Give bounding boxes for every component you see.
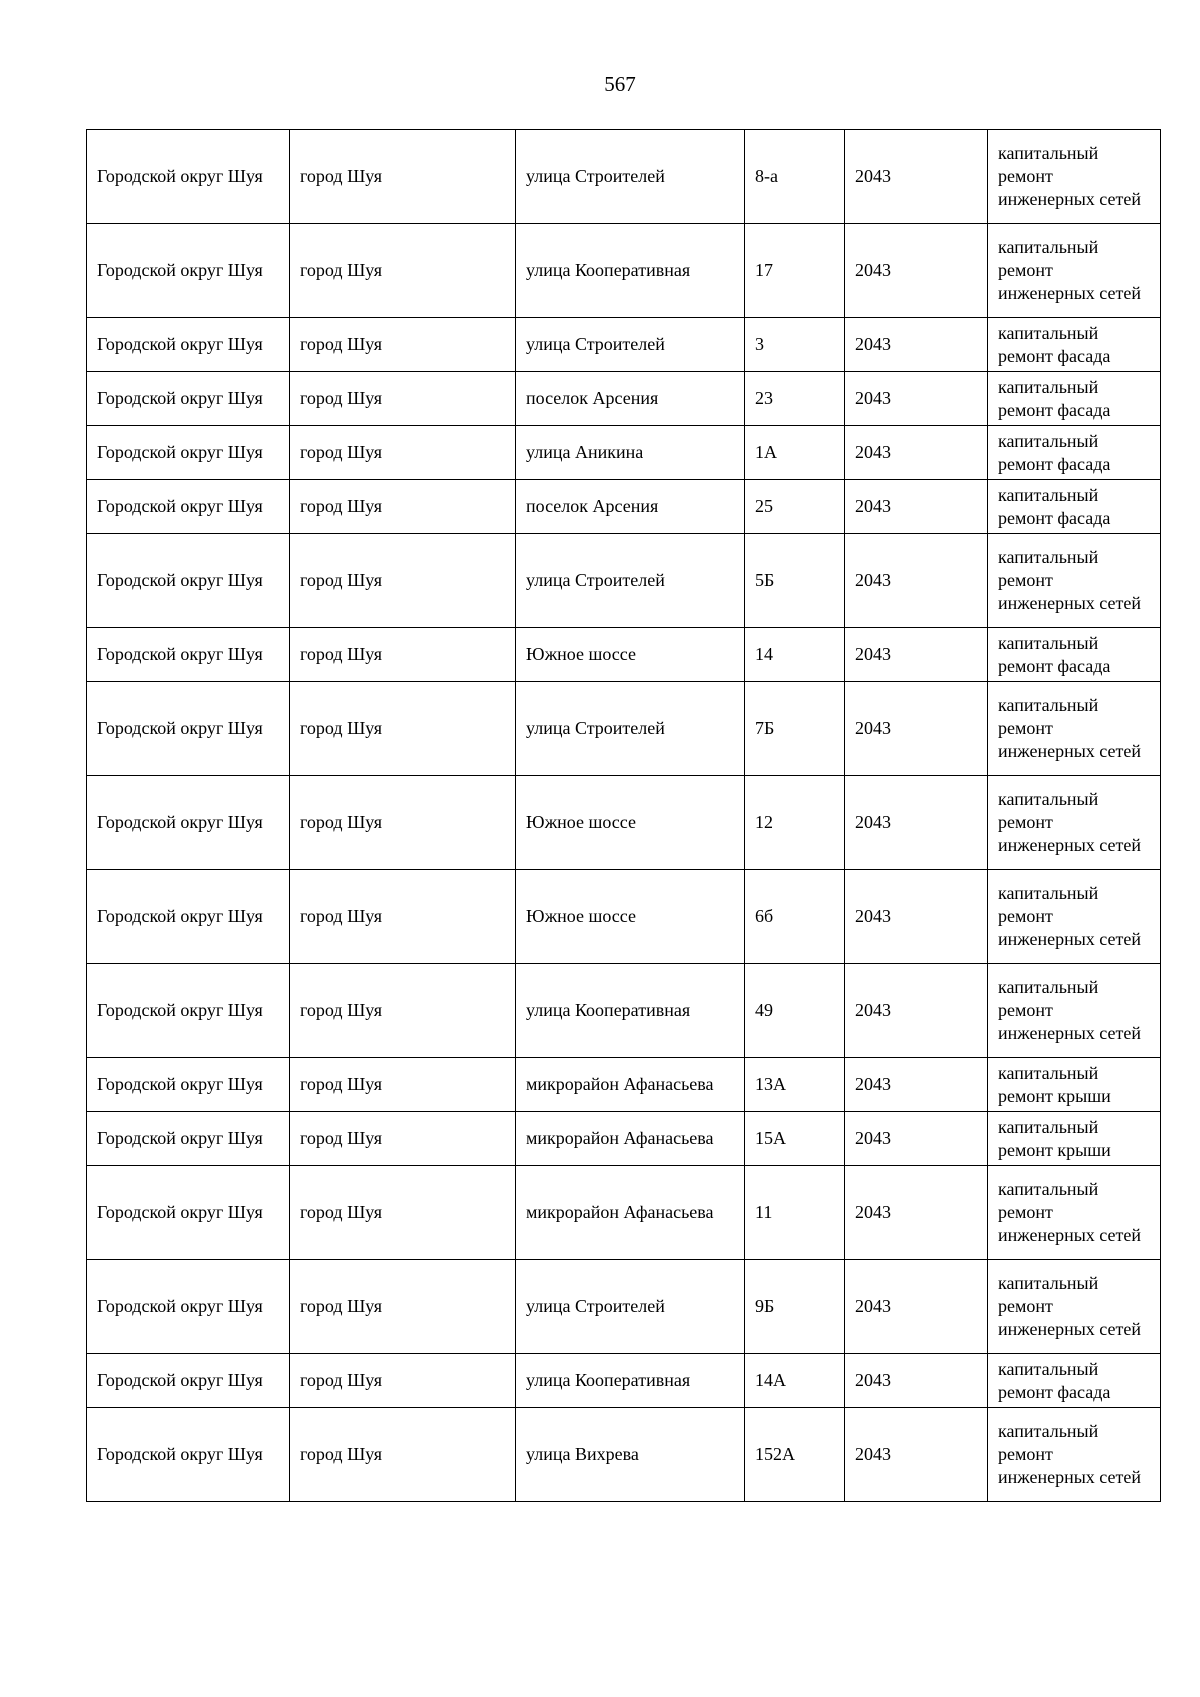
table-row xyxy=(87,224,1161,318)
locality-cell: город Шуя xyxy=(290,372,516,426)
work-type-cell: капитальный ремонт инженерных сетей xyxy=(988,964,1161,1058)
table-row xyxy=(87,682,1161,776)
municipality-cell: Городской округ Шуя xyxy=(87,224,290,318)
work-type-cell: капитальный ремонт инженерных сетей xyxy=(988,130,1161,224)
year-cell: 2043 xyxy=(845,534,988,628)
table-row xyxy=(87,964,1161,1058)
house-number-cell: 13А xyxy=(745,1058,845,1112)
locality-cell: город Шуя xyxy=(290,130,516,224)
table-row xyxy=(87,372,1161,426)
street-cell: улица Строителей xyxy=(516,1260,745,1354)
municipality-cell: Городской округ Шуя xyxy=(87,628,290,682)
street-cell: микрорайон Афанасьева xyxy=(516,1112,745,1166)
work-type-cell: капитальный ремонт фасада xyxy=(988,426,1161,480)
street-cell: Южное шоссе xyxy=(516,776,745,870)
work-type-cell: капитальный ремонт фасада xyxy=(988,480,1161,534)
municipality-cell: Городской округ Шуя xyxy=(87,318,290,372)
table-row xyxy=(87,776,1161,870)
table-row xyxy=(87,534,1161,628)
municipality-cell: Городской округ Шуя xyxy=(87,964,290,1058)
locality-cell: город Шуя xyxy=(290,1166,516,1260)
house-number-cell: 14 xyxy=(745,628,845,682)
locality-cell: город Шуя xyxy=(290,318,516,372)
house-number-cell: 3 xyxy=(745,318,845,372)
house-number-cell: 25 xyxy=(745,480,845,534)
municipality-cell: Городской округ Шуя xyxy=(87,480,290,534)
work-type-cell: капитальный ремонт инженерных сетей xyxy=(988,682,1161,776)
street-cell: улица Кооперативная xyxy=(516,224,745,318)
work-type-cell: капитальный ремонт фасада xyxy=(988,318,1161,372)
table-row xyxy=(87,1354,1161,1408)
locality-cell: город Шуя xyxy=(290,682,516,776)
municipality-cell: Городской округ Шуя xyxy=(87,534,290,628)
street-cell: улица Строителей xyxy=(516,130,745,224)
year-cell: 2043 xyxy=(845,224,988,318)
house-number-cell: 6б xyxy=(745,870,845,964)
street-cell: улица Вихрева xyxy=(516,1408,745,1502)
house-number-cell: 12 xyxy=(745,776,845,870)
house-number-cell: 15А xyxy=(745,1112,845,1166)
work-type-cell: капитальный ремонт инженерных сетей xyxy=(988,776,1161,870)
work-type-cell: капитальный ремонт инженерных сетей xyxy=(988,534,1161,628)
year-cell: 2043 xyxy=(845,480,988,534)
house-number-cell: 17 xyxy=(745,224,845,318)
street-cell: поселок Арсения xyxy=(516,372,745,426)
work-type-cell: капитальный ремонт инженерных сетей xyxy=(988,1260,1161,1354)
year-cell: 2043 xyxy=(845,776,988,870)
work-type-cell: капитальный ремонт фасада xyxy=(988,372,1161,426)
table-row xyxy=(87,1408,1161,1502)
house-number-cell: 49 xyxy=(745,964,845,1058)
work-type-cell: капитальный ремонт инженерных сетей xyxy=(988,224,1161,318)
table-row xyxy=(87,1058,1161,1112)
street-cell: микрорайон Афанасьева xyxy=(516,1166,745,1260)
locality-cell: город Шуя xyxy=(290,964,516,1058)
locality-cell: город Шуя xyxy=(290,1408,516,1502)
year-cell: 2043 xyxy=(845,1354,988,1408)
house-number-cell: 9Б xyxy=(745,1260,845,1354)
year-cell: 2043 xyxy=(845,628,988,682)
locality-cell: город Шуя xyxy=(290,628,516,682)
street-cell: Южное шоссе xyxy=(516,870,745,964)
table-row xyxy=(87,870,1161,964)
street-cell: улица Строителей xyxy=(516,682,745,776)
repair-schedule-table xyxy=(86,129,1161,1502)
work-type-cell: капитальный ремонт инженерных сетей xyxy=(988,1166,1161,1260)
year-cell: 2043 xyxy=(845,1166,988,1260)
house-number-cell: 23 xyxy=(745,372,845,426)
work-type-cell: капитальный ремонт инженерных сетей xyxy=(988,870,1161,964)
street-cell: улица Аникина xyxy=(516,426,745,480)
locality-cell: город Шуя xyxy=(290,224,516,318)
municipality-cell: Городской округ Шуя xyxy=(87,870,290,964)
municipality-cell: Городской округ Шуя xyxy=(87,1408,290,1502)
year-cell: 2043 xyxy=(845,870,988,964)
house-number-cell: 1А xyxy=(745,426,845,480)
year-cell: 2043 xyxy=(845,964,988,1058)
table-row xyxy=(87,130,1161,224)
street-cell: улица Кооперативная xyxy=(516,1354,745,1408)
municipality-cell: Городской округ Шуя xyxy=(87,372,290,426)
table-row xyxy=(87,1112,1161,1166)
year-cell: 2043 xyxy=(845,1112,988,1166)
municipality-cell: Городской округ Шуя xyxy=(87,1112,290,1166)
locality-cell: город Шуя xyxy=(290,776,516,870)
work-type-cell: капитальный ремонт фасада xyxy=(988,1354,1161,1408)
year-cell: 2043 xyxy=(845,426,988,480)
locality-cell: город Шуя xyxy=(290,534,516,628)
municipality-cell: Городской округ Шуя xyxy=(87,426,290,480)
table-row xyxy=(87,318,1161,372)
house-number-cell: 8-а xyxy=(745,130,845,224)
year-cell: 2043 xyxy=(845,1408,988,1502)
work-type-cell: капитальный ремонт крыши xyxy=(988,1112,1161,1166)
house-number-cell: 152А xyxy=(745,1408,845,1502)
house-number-cell: 14А xyxy=(745,1354,845,1408)
house-number-cell: 7Б xyxy=(745,682,845,776)
work-type-cell: капитальный ремонт фасада xyxy=(988,628,1161,682)
street-cell: микрорайон Афанасьева xyxy=(516,1058,745,1112)
page-number: 567 xyxy=(604,72,636,96)
table-row xyxy=(87,1260,1161,1354)
house-number-cell: 5Б xyxy=(745,534,845,628)
locality-cell: город Шуя xyxy=(290,1260,516,1354)
year-cell: 2043 xyxy=(845,1260,988,1354)
work-type-cell: капитальный ремонт инженерных сетей xyxy=(988,1408,1161,1502)
table-row xyxy=(87,480,1161,534)
year-cell: 2043 xyxy=(845,682,988,776)
year-cell: 2043 xyxy=(845,130,988,224)
locality-cell: город Шуя xyxy=(290,1354,516,1408)
municipality-cell: Городской округ Шуя xyxy=(87,1354,290,1408)
municipality-cell: Городской округ Шуя xyxy=(87,130,290,224)
municipality-cell: Городской округ Шуя xyxy=(87,682,290,776)
street-cell: улица Строителей xyxy=(516,534,745,628)
locality-cell: город Шуя xyxy=(290,870,516,964)
work-type-cell: капитальный ремонт крыши xyxy=(988,1058,1161,1112)
table-row xyxy=(87,426,1161,480)
table-row xyxy=(87,1166,1161,1260)
municipality-cell: Городской округ Шуя xyxy=(87,1166,290,1260)
street-cell: улица Кооперативная xyxy=(516,964,745,1058)
street-cell: улица Строителей xyxy=(516,318,745,372)
table-row xyxy=(87,628,1161,682)
locality-cell: город Шуя xyxy=(290,1112,516,1166)
street-cell: Южное шоссе xyxy=(516,628,745,682)
house-number-cell: 11 xyxy=(745,1166,845,1260)
year-cell: 2043 xyxy=(845,1058,988,1112)
municipality-cell: Городской округ Шуя xyxy=(87,1260,290,1354)
municipality-cell: Городской округ Шуя xyxy=(87,1058,290,1112)
locality-cell: город Шуя xyxy=(290,1058,516,1112)
year-cell: 2043 xyxy=(845,318,988,372)
street-cell: поселок Арсения xyxy=(516,480,745,534)
locality-cell: город Шуя xyxy=(290,426,516,480)
year-cell: 2043 xyxy=(845,372,988,426)
locality-cell: город Шуя xyxy=(290,480,516,534)
municipality-cell: Городской округ Шуя xyxy=(87,776,290,870)
